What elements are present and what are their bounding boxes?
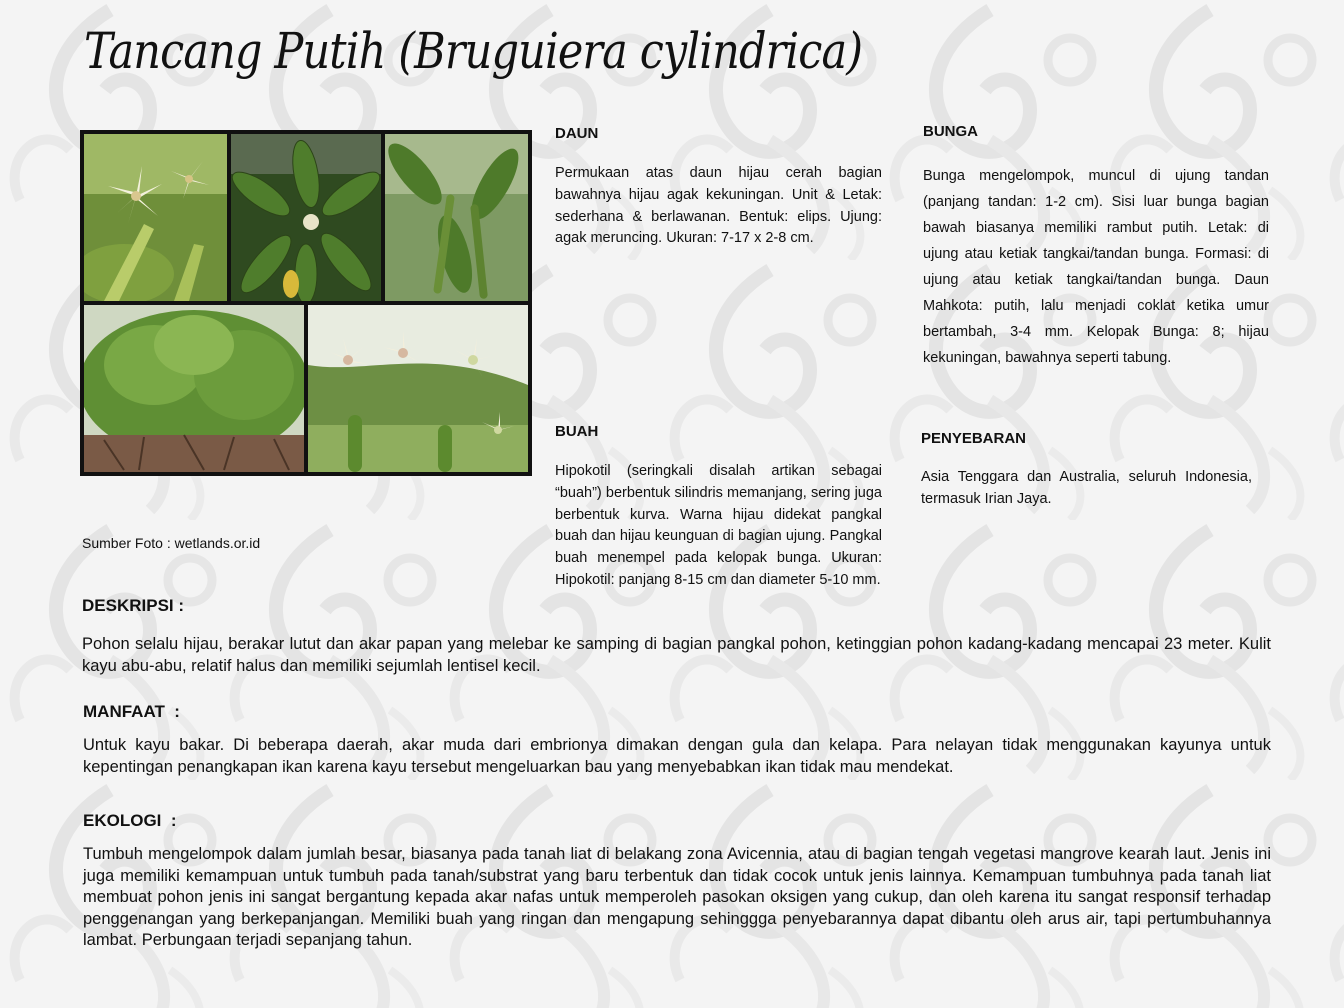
photo-credit: Sumber Foto : wetlands.or.id bbox=[82, 535, 261, 551]
page-title: Tancang Putih (Bruguiera cylindrica) bbox=[84, 22, 863, 80]
mangrove-shrub-photo bbox=[84, 305, 304, 472]
daun-text: Permukaan atas daun hijau cerah bagian bawahnya hijau agak kekuningan. Unit & Letak: sederhana & berlawanan. Bentuk: elips. Ujung: agak meruncing. Ukuran: 7-17 x 2-8 cm. bbox=[555, 165, 882, 247]
leaves-hypocotyl-photo bbox=[385, 134, 528, 301]
ekologi-text: Tumbuh mengelompok dalam jumlah besar, biasanya pada tanah liat di belakang zona Avicennia, atau di bagian tengah vegetasi mangrove kearah laut. Jenis ini juga memiliki kemampuan untuk tumbuh pada tanah/substrat yang baru terbentuk dan tidak cocok untuk jenis lainnya. Kemampuan tumbuhnya pada tanah liat membuat pohon jenis ini sangat bergantung kepada akar nafas untuk memperoleh pasokan oksigen yang cukup, dan oleh karena itu sangat responsif terhadap penggenangan yang berkepanjangan. Memiliki buah yang ringan dan mengapung sehinggga penyebarannya dapat dibantu oleh arus air, tapi pertumbuhannya lambat. Perbungaan terjadi sepanjang tahun. bbox=[83, 845, 1271, 950]
daun-heading: DAUN bbox=[555, 125, 599, 142]
buah-heading: BUAH bbox=[555, 423, 599, 440]
bunga-text: Bunga mengelompok, muncul di ujung tandan (panjang tandan: 1-2 cm). Sisi luar bunga bagian bawah biasanya memiliki rambut putih. Letak: di ujung atau ketiak tangkai/tandan bunga. Formasi: di ujung atau ketiak tangkai/tandan bunga. Daun Mahkota: putih, lalu menjadi coklat ketika umur bertambah, 3-4 mm. Kelopak Bunga: 8; hijau kekuningan, bawahnya seperti tabung. bbox=[923, 168, 1269, 366]
buah-text: Hipokotil (seringkali disalah artikan sebagai “buah”) berbentuk silindris memanjang, sering juga berbentuk kurva. Warna hijau didekat pangkal buah dan hijau keunguan di bagian ujung. Pangkal buah menempel pada kelopak bunga. Ukuran: Hipokotil: panjang 8-15 cm dan diameter 5-10 mm. bbox=[555, 463, 882, 588]
ekologi-heading: EKOLOGI : bbox=[83, 811, 177, 830]
bunga-heading: BUNGA bbox=[923, 123, 978, 140]
penyebaran-heading: PENYEBARAN bbox=[921, 430, 1027, 447]
deskripsi-heading: DESKRIPSI : bbox=[82, 596, 185, 615]
flower-closeup-photo bbox=[84, 134, 227, 301]
manfaat-heading: MANFAAT : bbox=[83, 702, 180, 721]
flowers-cluster-photo bbox=[308, 305, 528, 472]
manfaat-text: Untuk kayu bakar. Di beberapa daerah, akar muda dari embrionya dimakan dengan gula dan kelapa. Para nelayan tidak menggunakan kayunya untuk kepentingan penangkapan ikan karena kayu tersebut mengeluarkan bau yang menyebabkan ikan tidak mau mendekat. bbox=[83, 736, 1271, 776]
photo-collage bbox=[80, 130, 532, 476]
penyebaran-text: Asia Tenggara dan Australia, seluruh Indonesia, termasuk Irian Jaya. bbox=[921, 469, 1252, 507]
leaf-rosette-photo bbox=[231, 134, 381, 301]
deskripsi-text: Pohon selalu hijau, berakar lutut dan akar papan yang melebar ke samping di bagian pangkal pohon, ketinggian pohon kadang-kadang mencapai 23 meter. Kulit kayu abu-abu, relatif halus dan memiliki sejumlah lentisel kecil. bbox=[82, 635, 1271, 675]
